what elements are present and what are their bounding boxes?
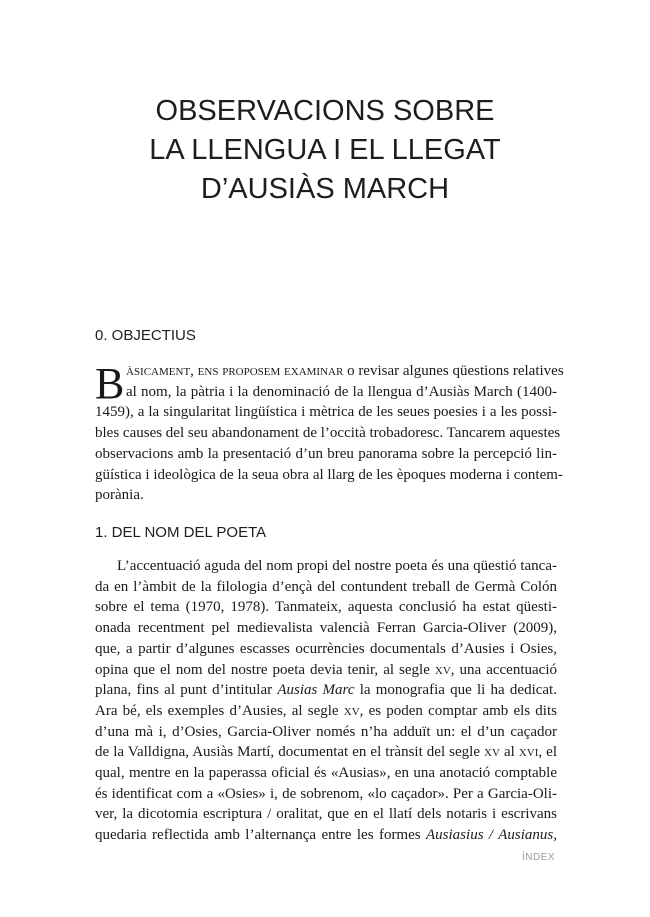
text-line: opina que el nom del nostre poeta devia tenir, al segle xv, una accentuació [95, 661, 557, 678]
text-line: quedaria reflectida amb l’alternança entre les formes Ausiasius / Ausianus, [95, 827, 557, 844]
text-line: sobre el tema (1970, 1978). Tanmateix, aquesta conclusió ha estat qüesti- [95, 599, 557, 616]
text-line: d’una mà i, d’Osies, Garcia-Oliver només n’ha adduït un: el d’un caçador [95, 723, 557, 740]
paragraph-objectius [95, 361, 564, 506]
text-line: da en l’àmbit de la filologia d’ençà del contundent treball de Germà Colón [95, 578, 557, 595]
title-line-3: D’AUSIÀS MARCH [200, 173, 450, 205]
title-line-2: LA LLENGUA I EL LLEGAT [149, 134, 501, 166]
text-line: Ara bé, els exemples d’Ausies, al segle xv, es poden comptar amb els dits [95, 702, 557, 719]
text-line: plana, fins al punt d’intitular Ausias Marc la monografia que li ha dedicat. [95, 682, 557, 699]
index-link[interactable]: ÍNDEX [521, 852, 555, 863]
text-line: bles causes del seu abandonament de l’occità trobadoresc. Tancarem aquestes [95, 425, 561, 442]
text-line: que, a partir d’algunes escasses ocurrències documentals d’Ausies i Osies, [95, 640, 557, 657]
chapter-title [0, 92, 650, 209]
text-line: L’accentuació aguda del nom propi del nostre poeta és una qüestió tanca- [117, 558, 557, 574]
text-line: 1459), a la singularitat lingüística i mètrica de les seues poesies i a les possi- [95, 404, 557, 421]
title-line-1: OBSERVACIONS SOBRE [155, 95, 495, 127]
drop-cap: B [95, 359, 125, 408]
paragraph-nom-poeta [95, 556, 557, 846]
text-line: observacions amb la presentació d’un breu panorama sobre la percepció lin- [95, 445, 557, 462]
text-line: àsicament, ens proposem examinar o revisar algunes qüestions relatives [126, 363, 564, 379]
text-line: ver, la dicotomia escriptura / oralitat, que en el llatí dels notaris i escrivans [95, 806, 557, 823]
text-line: porània. [95, 487, 144, 504]
text-line: onada recentment pel medievalista valencià Ferran Garcia-Oliver (2009), [95, 620, 557, 637]
text-line: al nom, la pàtria i la denominació de la llengua d’Ausiàs March (1400- [126, 383, 557, 400]
text-line: és identificat com a «Osies» i, de sobrenom, «lo caçador». Per a Garcia-Oli- [95, 785, 557, 802]
text-line: de la Valldigna, Ausiàs Martí, documentat en el trànsit del segle xv al xvi, el [95, 744, 558, 761]
section-heading-nom-poeta: 1. DEL NOM DEL POETA [95, 524, 267, 541]
text-line: güística i ideològica de la seua obra al llarg de les èpoques moderna i contem- [95, 466, 563, 483]
section-heading-objectius: 0. OBJECTIUS [95, 327, 196, 344]
text-line: qual, mentre en la paperassa oficial és «Ausias», en una anotació comptable [95, 765, 557, 782]
